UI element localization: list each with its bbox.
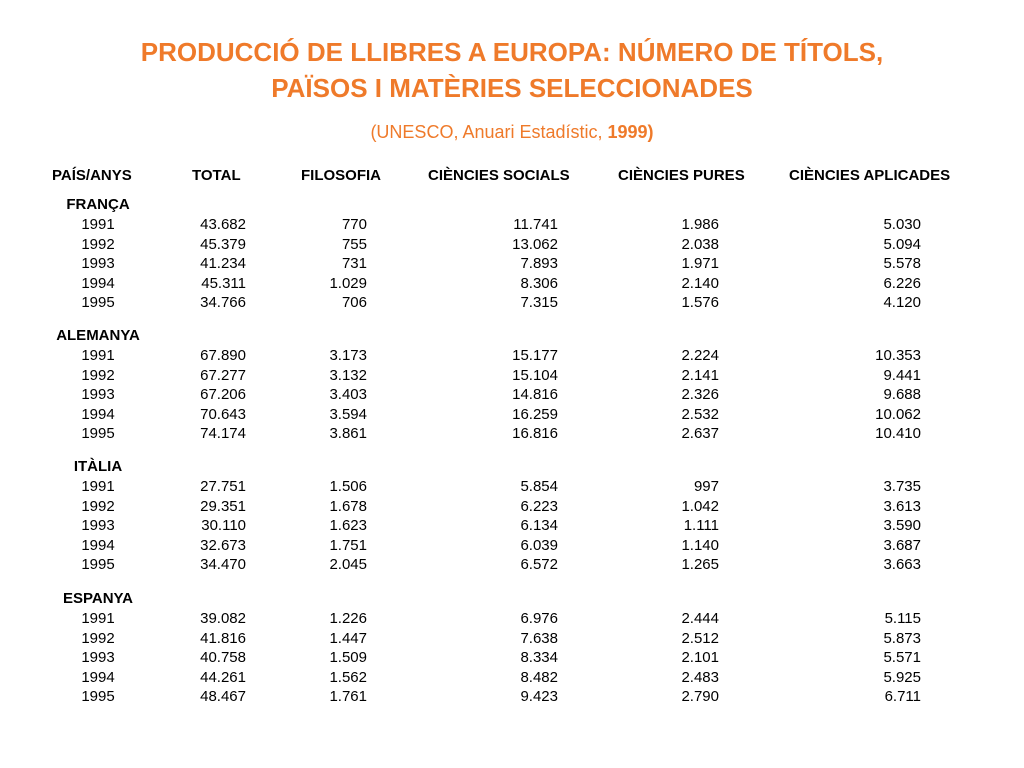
- total-cell: 48.467: [200, 688, 246, 706]
- year-cell: 1994: [81, 274, 115, 292]
- year-cell: 1994: [81, 405, 115, 423]
- year-cell: 1995: [81, 556, 115, 574]
- header-ciencies-aplicades: CIÈNCIES APLICADES: [789, 167, 951, 184]
- ciencies-socials-cell: 6.134: [520, 517, 558, 535]
- filosofia-cell: 3.594: [329, 405, 367, 423]
- table-row: [0, 367, 1024, 387]
- ciencies-aplicades-cell: 5.578: [883, 255, 921, 273]
- ciencies-socials-cell: 8.482: [520, 668, 558, 686]
- title-line-1: PRODUCCIÓ DE LLIBRES A EUROPA: NÚMERO DE TÍTOLS,: [140, 37, 884, 67]
- ciencies-socials-cell: 6.223: [520, 497, 558, 515]
- year-cell: 1992: [81, 497, 115, 515]
- filosofia-cell: 1.226: [329, 610, 367, 627]
- table-row: [0, 556, 1024, 576]
- ciencies-pures-cell: 2.532: [681, 405, 719, 423]
- filosofia-cell: 1.678: [329, 497, 367, 515]
- table-row: [0, 347, 1024, 367]
- ciencies-socials-cell: 16.259: [512, 405, 558, 423]
- total-cell: 34.470: [200, 556, 246, 574]
- ciencies-socials-cell: 14.816: [512, 386, 558, 404]
- table-row: [0, 478, 1024, 498]
- year-cell: 1993: [81, 386, 115, 404]
- filosofia-cell: 1.447: [329, 629, 367, 647]
- year-cell: 1991: [81, 610, 115, 627]
- total-cell: 40.758: [200, 649, 246, 667]
- year-cell: 1993: [81, 517, 115, 535]
- total-cell: 67.277: [200, 366, 246, 384]
- year-cell: 1991: [81, 216, 115, 233]
- table-row: [0, 236, 1024, 256]
- total-cell: 41.234: [200, 255, 246, 273]
- total-cell: 34.766: [200, 294, 246, 312]
- ciencies-socials-cell: 15.177: [512, 347, 558, 364]
- total-cell: 30.110: [201, 517, 246, 535]
- total-cell: 67.206: [200, 386, 246, 404]
- year-cell: 1991: [81, 478, 115, 495]
- title-line-2: PAÏSOS I MATÈRIES SELECCIONADES: [271, 73, 753, 103]
- total-cell: 74.174: [200, 425, 246, 443]
- header-ciencies-pures: CIÈNCIES PURES: [618, 167, 745, 184]
- year-cell: 1992: [81, 366, 115, 384]
- total-cell: 44.261: [200, 668, 246, 686]
- subtitle: [0, 122, 1024, 143]
- ciencies-aplicades-cell: 10.062: [875, 405, 921, 423]
- filosofia-cell: 1.761: [329, 688, 367, 706]
- ciencies-pures-cell: 997: [693, 478, 719, 495]
- ciencies-pures-cell: 1.042: [681, 497, 719, 515]
- ciencies-socials-cell: 16.816: [512, 425, 558, 443]
- country-label: ESPANYA: [62, 590, 134, 607]
- total-cell: 39.082: [200, 610, 246, 627]
- filosofia-cell: 706: [341, 294, 367, 312]
- ciencies-pures-cell: 1.111: [683, 517, 719, 535]
- table-row: [0, 275, 1024, 295]
- year-cell: 1995: [81, 688, 115, 706]
- ciencies-pures-cell: 2.224: [681, 347, 719, 364]
- ciencies-aplicades-cell: 10.410: [875, 425, 921, 443]
- country-label: ALEMANYA: [56, 327, 140, 344]
- subtitle-year: 1999): [607, 122, 654, 142]
- ciencies-socials-cell: 6.039: [520, 536, 558, 554]
- filosofia-cell: 3.861: [329, 425, 367, 443]
- ciencies-aplicades-cell: 9.441: [883, 366, 921, 384]
- total-cell: 29.351: [200, 497, 246, 515]
- ciencies-socials-cell: 6.976: [520, 610, 558, 627]
- filosofia-cell: 1.509: [329, 649, 367, 667]
- year-cell: 1992: [81, 235, 115, 253]
- ciencies-pures-cell: 2.140: [681, 274, 719, 292]
- total-cell: 41.816: [200, 629, 246, 647]
- filosofia-cell: 1.751: [329, 536, 367, 554]
- table-row: [0, 425, 1024, 445]
- ciencies-aplicades-cell: 5.115: [884, 610, 921, 627]
- total-cell: 43.682: [200, 216, 246, 233]
- total-cell: 67.890: [200, 347, 246, 364]
- ciencies-pures-cell: 1.140: [681, 536, 719, 554]
- filosofia-cell: 3.403: [329, 386, 367, 404]
- total-cell: 45.311: [201, 274, 246, 292]
- year-cell: 1994: [81, 668, 115, 686]
- header-country-years: PAÍS/ANYS: [52, 167, 132, 184]
- ciencies-socials-cell: 15.104: [512, 366, 558, 384]
- ciencies-pures-cell: 2.790: [681, 688, 719, 706]
- ciencies-pures-cell: 2.141: [681, 366, 719, 384]
- ciencies-aplicades-cell: 5.030: [883, 216, 921, 233]
- filosofia-cell: 3.173: [329, 347, 367, 364]
- ciencies-socials-cell: 7.638: [520, 629, 558, 647]
- table-row: [0, 610, 1024, 630]
- table-row: [0, 406, 1024, 426]
- ciencies-pures-cell: 2.637: [681, 425, 719, 443]
- ciencies-socials-cell: 11.741: [513, 216, 558, 233]
- filosofia-cell: 1.623: [329, 517, 367, 535]
- table-row: [0, 498, 1024, 518]
- header-filosofia: FILOSOFIA: [301, 167, 381, 184]
- filosofia-cell: 1.506: [329, 478, 367, 495]
- year-cell: 1993: [81, 649, 115, 667]
- ciencies-aplicades-cell: 9.688: [883, 386, 921, 404]
- ciencies-pures-cell: 2.483: [681, 668, 719, 686]
- ciencies-aplicades-cell: 5.925: [883, 668, 921, 686]
- ciencies-pures-cell: 2.101: [681, 649, 719, 667]
- table-row: [0, 537, 1024, 557]
- ciencies-aplicades-cell: 3.735: [883, 478, 921, 495]
- header-total: TOTAL: [192, 167, 241, 184]
- ciencies-socials-cell: 8.334: [520, 649, 558, 667]
- ciencies-pures-cell: 1.265: [681, 556, 719, 574]
- table-row: [0, 386, 1024, 406]
- table-row: [0, 255, 1024, 275]
- table-row: [0, 630, 1024, 650]
- ciencies-pures-cell: 1.576: [681, 294, 719, 312]
- table-row: [0, 517, 1024, 537]
- filosofia-cell: 770: [341, 216, 367, 233]
- ciencies-aplicades-cell: 5.094: [883, 235, 921, 253]
- ciencies-socials-cell: 9.423: [520, 688, 558, 706]
- table-row: [0, 688, 1024, 708]
- total-cell: 70.643: [200, 405, 246, 423]
- ciencies-aplicades-cell: 3.613: [883, 497, 921, 515]
- ciencies-socials-cell: 5.854: [520, 478, 558, 495]
- filosofia-cell: 3.132: [329, 366, 367, 384]
- filosofia-cell: 1.562: [329, 668, 367, 686]
- year-cell: 1994: [81, 536, 115, 554]
- country-label: ITÀLIA: [73, 458, 123, 475]
- filosofia-cell: 731: [341, 255, 367, 273]
- filosofia-cell: 755: [341, 235, 367, 253]
- ciencies-aplicades-cell: 3.590: [883, 517, 921, 535]
- ciencies-aplicades-cell: 5.571: [883, 649, 921, 667]
- year-cell: 1995: [81, 425, 115, 443]
- ciencies-socials-cell: 8.306: [520, 274, 558, 292]
- year-cell: 1991: [81, 347, 115, 364]
- year-cell: 1993: [81, 255, 115, 273]
- table-row: [0, 649, 1024, 669]
- ciencies-aplicades-cell: 3.663: [883, 556, 921, 574]
- ciencies-pures-cell: 2.444: [681, 610, 719, 627]
- page-title: [0, 34, 1024, 106]
- ciencies-socials-cell: 6.572: [520, 556, 558, 574]
- ciencies-socials-cell: 7.315: [520, 294, 558, 312]
- ciencies-aplicades-cell: 10.353: [875, 347, 921, 364]
- year-cell: 1992: [81, 629, 115, 647]
- ciencies-pures-cell: 2.326: [681, 386, 719, 404]
- ciencies-pures-cell: 1.986: [681, 216, 719, 233]
- ciencies-pures-cell: 2.038: [681, 235, 719, 253]
- filosofia-cell: 1.029: [329, 274, 367, 292]
- country-label: FRANÇA: [66, 196, 130, 213]
- ciencies-aplicades-cell: 6.226: [883, 274, 921, 292]
- ciencies-pures-cell: 2.512: [681, 629, 719, 647]
- header-ciencies-socials: CIÈNCIES SOCIALS: [428, 167, 570, 184]
- total-cell: 45.379: [200, 235, 246, 253]
- ciencies-pures-cell: 1.971: [681, 255, 719, 273]
- ciencies-aplicades-cell: 3.687: [883, 536, 921, 554]
- table-row: [0, 669, 1024, 689]
- year-cell: 1995: [81, 294, 115, 312]
- filosofia-cell: 2.045: [329, 556, 367, 574]
- ciencies-aplicades-cell: 6.711: [884, 688, 921, 706]
- subtitle-source: (UNESCO, Anuari Estadístic,: [370, 122, 608, 142]
- total-cell: 32.673: [200, 536, 246, 554]
- ciencies-socials-cell: 7.893: [520, 255, 558, 273]
- ciencies-socials-cell: 13.062: [512, 235, 558, 253]
- total-cell: 27.751: [200, 478, 246, 495]
- ciencies-aplicades-cell: 4.120: [883, 294, 921, 312]
- ciencies-aplicades-cell: 5.873: [883, 629, 921, 647]
- table-row: [0, 294, 1024, 314]
- table-row: [0, 216, 1024, 236]
